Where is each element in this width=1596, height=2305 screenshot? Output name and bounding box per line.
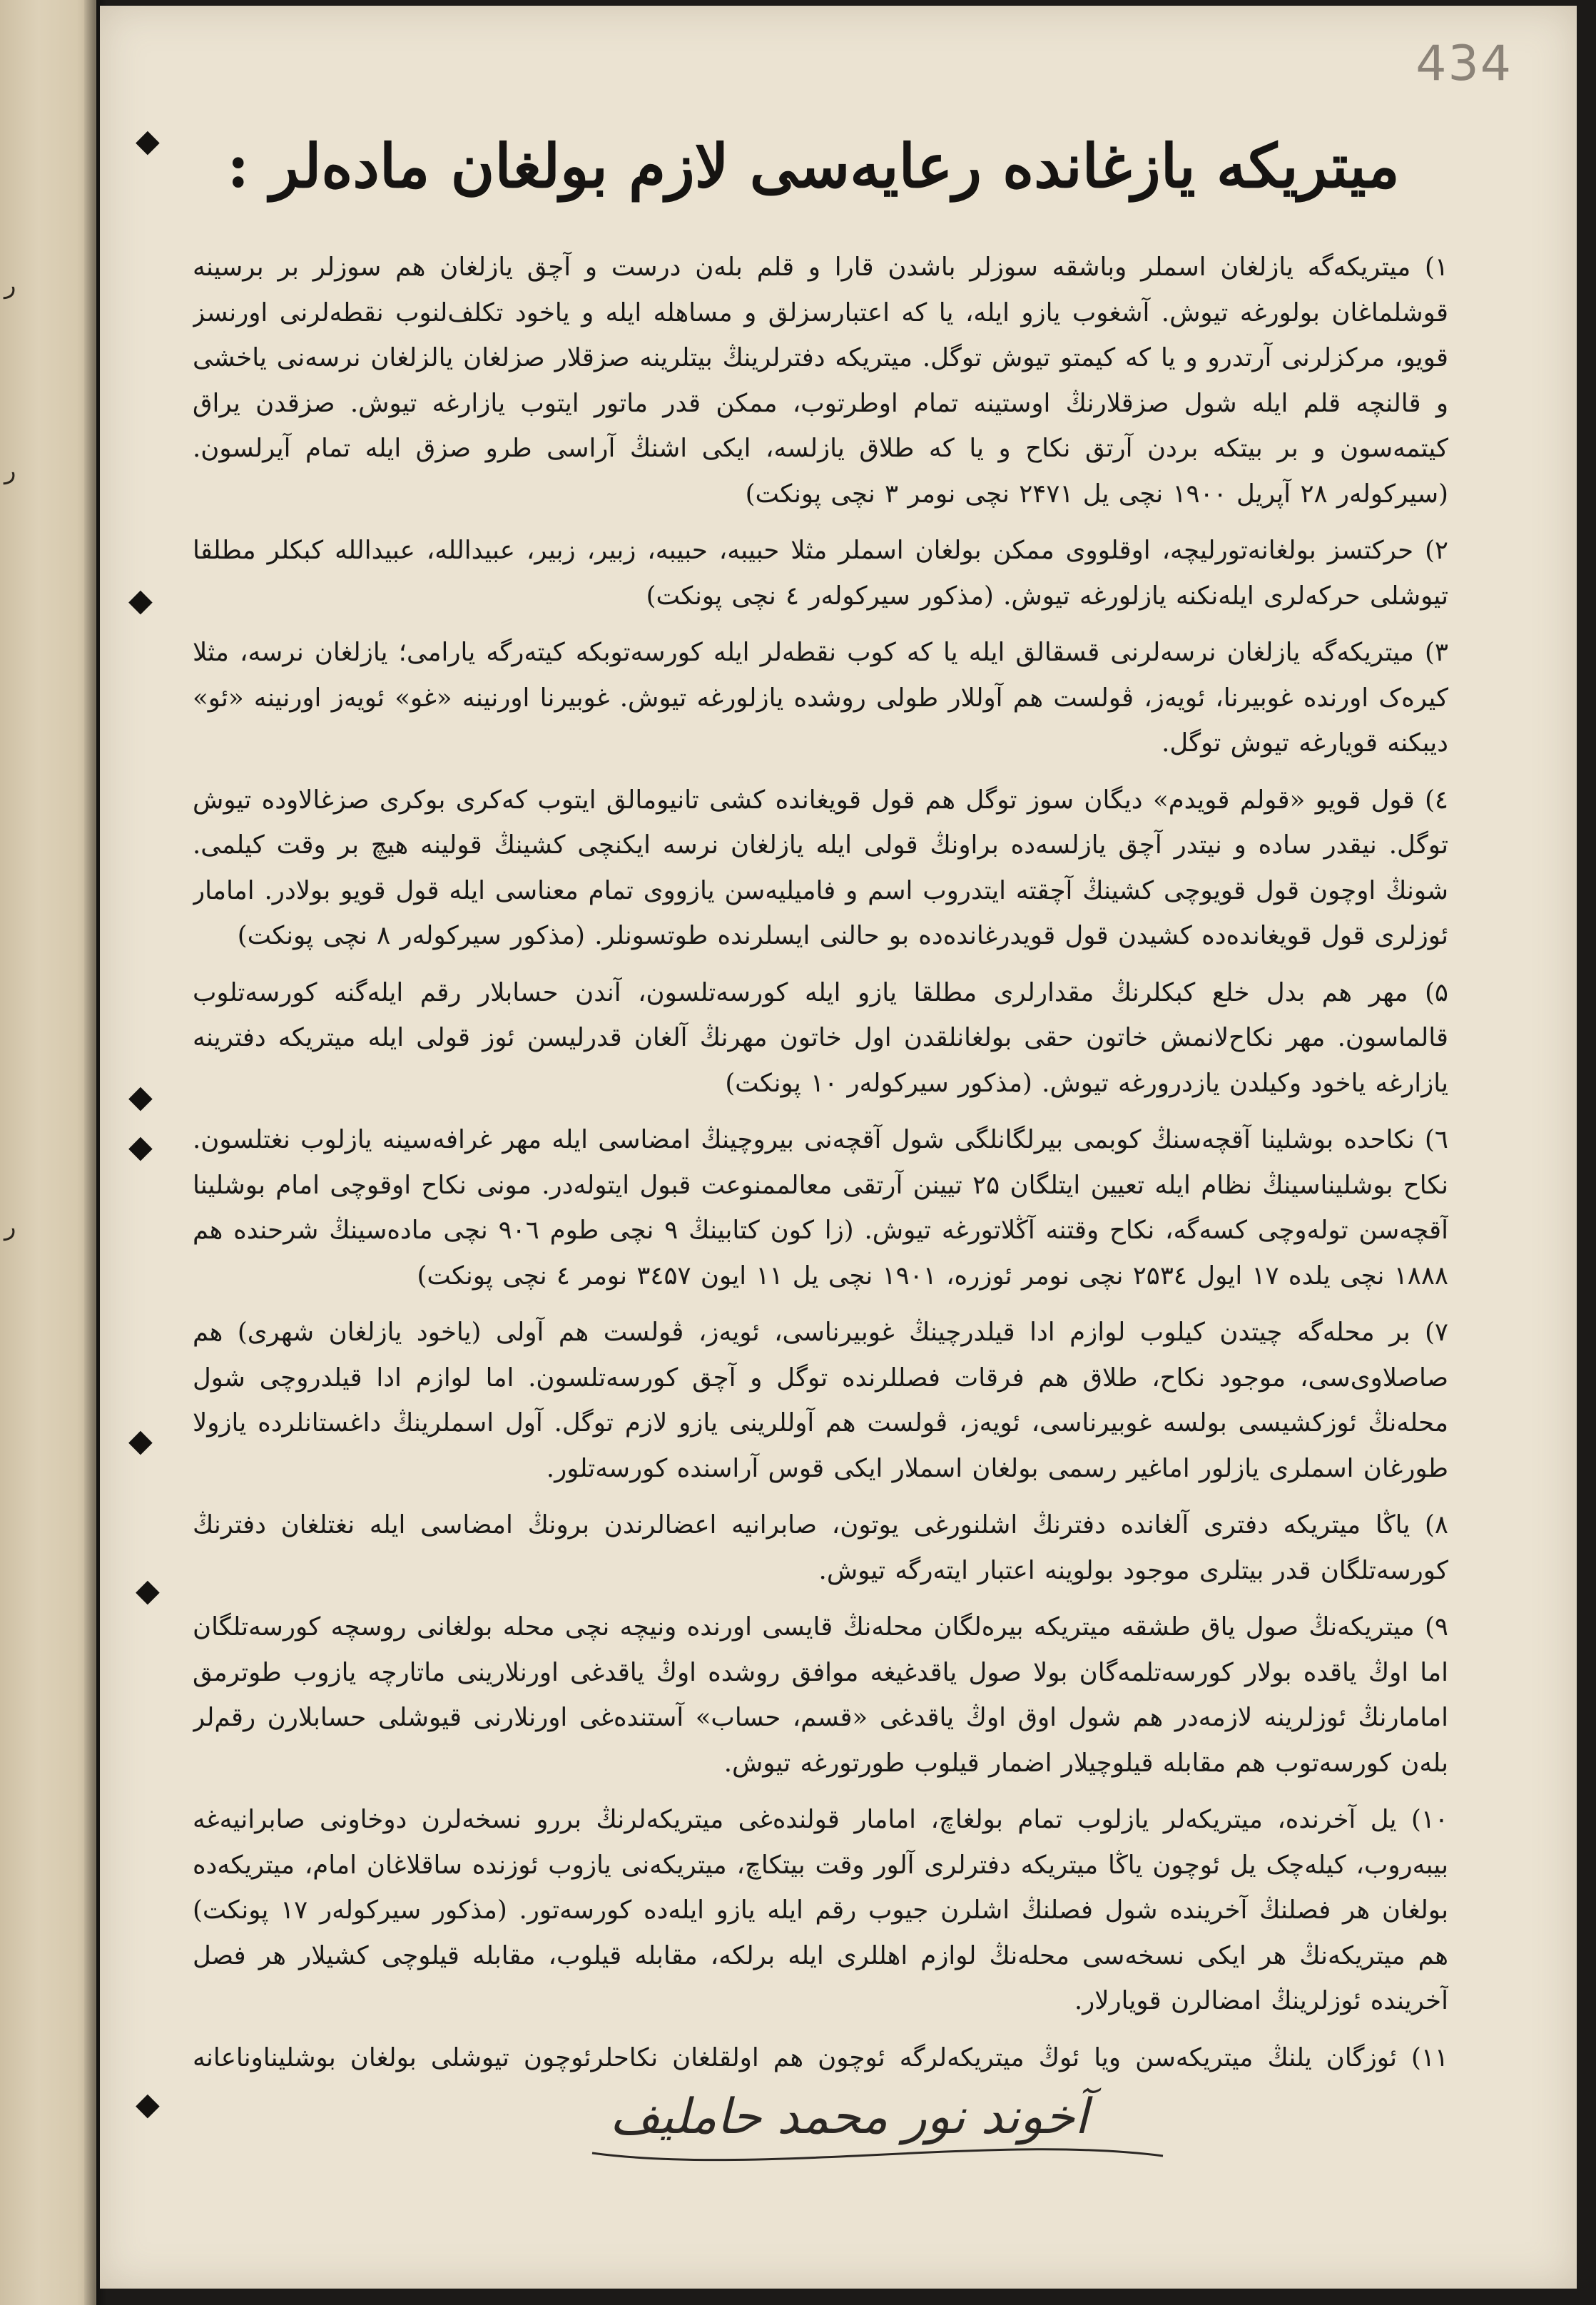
signature: آخوند نور محمد حاملیف [609,2089,1089,2145]
rule-item-5: ۵) مهر هم بدل خلع کبکلرنڭ مقدارلری مطلقا یازو ایله کورسه‌تلسون، آندن حسابلار رقم ایله‌گنه کورسه‌تلوب قالماسون. مهر نکاح‌لانمش خاتون حقی بولغانلقدن اول خاتون مهرنڭ آلغان قدرلیسن ئوز قولی ایله میتریکه دفترینه یازارغه یاخود وکیلدن یازدرورغه تیوش. (مذکور سیرکولەر ۱۰ پونکت) [193,977,1448,1098]
punch-hole-mark: ◆ [136,2086,160,2122]
document-page [100,6,1577,2289]
punch-hole-mark: ◆ [128,1423,153,1459]
rule-item-1: ۱) میتریکه‌گه یازلغان اسملر وباشقه سوزلر باشدن قارا و قلم بله‌ن درست و آچق یازلغان هم سوزلر بر برسینه قوشلماغان بولورغه تیوش. آشغوب یازو ایله، یا که اعتبارسزلق و مساهله ایله و یاخود تکلف‌لنوب نقطه‌لرنی اورنسز قویو، مرکزلرنی آرتدرو و یا که کیمتو تیوش توگل. میتریکه دفترلرینڭ بیتلرینه صزقلار صزلغان یالزلغان نرسه‌نی یاخشی و قالنچه قلم ایله شول صزقلارنڭ اوستینه تمام اوطرتوب، ممکن قدر ماتور ایتوب یازارغه تیوش. صزقدن یراق کیتمه‌سون و بر بیتکه بردن آرتق نکاح و یا که طلاق یازلسه، ایکی اشنڭ آراسی طرو صزق ایله تمام آیرلسون. (سیرکولەر ۲۸ آپریل ۱۹۰۰ نچی یل ۲۴۷۱ نچی نومر ۳ نچی پونکت) [193,253,1448,509]
rule-item-8: ۸) یاڭا میتریکه دفتری آلغانده دفترنڭ اشلنورغی یوتون، صابرانیه اعضالرندن برونڭ امضاسی ایله نغتلغان دفترنڭ کورسه‌تلگان قدر بیتلری موجود بولوینه اعتبار ایته‌رگه تیوش. [193,1510,1448,1585]
rule-item-6: ٦) نکاحده بوشلینا آقچه‌سنڭ کوبمی بیرلگانلگی شول آقچه‌نی بیروچینڭ امضاسی ایله مهر غرافه‌سینه یازلوب نغتلسون. نکاح بوشلیناسینڭ نظام ایله تعیین ایتلگان ۲۵ تیینن آرتقی معالممنوعت قبول ایتوله‌در. مونی نکاح اوقوچی امام بوشلینا آقچه‌سن تولەوچی کسەگه، نکاح وقتنه آڭلاتورغه تیوش. (زا کون کتابینڭ ۹ نچی طوم ۹۰٦ نچی ماده‌سینڭ شرحنده هم ۱۸۸۸ نچی یلده ۱۷ ایول ۲۵۳٤ نچی نومر ئوزره، ۱۹۰۱ نچی یل ۱۱ ایون ۳٤۵۷ نومر ٤ نچی پونکت) [193,1125,1448,1291]
punch-hole-mark: ◆ [128,1079,153,1115]
rule-item-4: ٤) قول قویو «قولم قویدم» دیگان سوز توگل هم قول قویغانده کشی تانیومالق ایتوب کەکری بوکری صزغالاوده تیوش توگل. نیقدر ساده و نیتدر آچق یازلسه‌ده براونڭ قولی ایله یازلغان نرسه ایکنچی کشینڭ قولینه هیچ بر وقت کیلمی. شونڭ اوچون قول قویوچی کشینڭ آچقته ایتدروب اسم و فامیلیه‌سن یازووی تمام معناسی ایله قول قویو بولادر. امامار ئوزلری قول قویغانده‌ده کشیدن قول قویدرغانده‌ده بو حالنی ایسلرنده طوتسونلر. (مذکور سیرکولەر ۸ نچی پونکت) [193,785,1448,950]
edge-mark: ر [4,1213,16,1241]
punch-hole-mark: ◆ [128,582,153,619]
document-title: میتریکه یازغانده رعایه‌سی لازم بولغان ماده‌لر : [227,131,1400,201]
edge-mark: ر [4,457,16,485]
document-body [193,245,1448,2078]
signature-flourish [585,2132,1170,2167]
punch-hole-mark: ◆ [136,1572,160,1609]
rule-item-10: ۱۰) یل آخرنده، میتریکه‌لر یازلوب تمام بولغاچ، امامار قولنده‌غی میتریکه‌لرنڭ بررو نسخه‌لرن دوخاونی صابرانیه‌غه بیبه‌روب، کیله‌چک یل ئوچون یاڭا میتریکه دفترلری آلور وقت بیتکاچ، میتریکه‌نی یازوب ئوزنده ساقلاغان امام، میتریکه‌ده بولغان هر فصلنڭ آخرینده شول فصلنڭ اشلرن جیوب رقم ایله یازو ایله‌ده کورسه‌تور. (مذکور سیرکولەر ۱۷ پونکت) هم میتریکه‌نڭ هر ایکی نسخه‌سی محلەنڭ لوازم اهللری ایله بر‌لکه، مقابله قیلوب، مقابله قیلوچی کشیلار هر فصل آخرینده ئوزلرینڭ امضالرن قویارلار. [193,1805,1448,2015]
previous-page-edge [0,0,96,2305]
page-number: 434 [1415,36,1513,92]
rule-item-9: ۹) میتریکه‌نڭ صول یاق طشقه میتریکه بیره‌لگان محلەنڭ قایسی اورنده ونیچه نچی محله بولغانی روسچه کورسه‌تلگان اما اوڭ یاقده بولار کورسه‌تلمه‌گان بولا صول یاقدغیغه موافق روشده اوڭ یاقدغی اورنلارینی ماتارچه یازوب طوترمق امامارنڭ ئوزلرینه لازمەدر هم شول اوق اوڭ یاقدغی «قسم، حساب» آستنده‌غی اورنلارنی قیوشلی حسابلارن رقم‌لر بله‌ن کورسه‌توب هم مقابله قیلوچیلار اضمار قیلوب طورتورغه تیوش. [193,1612,1448,1778]
edge-mark: ر [4,271,16,300]
punch-hole-mark: ◆ [136,123,160,159]
punch-hole-mark: ◆ [128,1129,153,1165]
rule-item-2: ۲) حرکتسز بولغانه‌تورلیچه، اوقلووی ممکن بولغان اسملر مثلا حبیبه، حبیبه، زبیر، زبیر، عبیدالله، عبیدالله کبکلر مطلقا تیوشلی حرکه‌لری ایله‌نکنه یازلورغه تیوش. (مذکور سیرکولەر ٤ نچی پونکت) [193,536,1448,611]
rule-item-11: ۱۱) ئوزگان یلنڭ میتریکه‌سن ویا ئوڭ میتریکه‌لرگه ئوچون هم اولقلغان نکاحلرئوچون تیوشلی بولغان بوشلیناوناعانه [193,2042,1448,2072]
rule-item-7: ۷) بر محله‌گه چیتدن کیلوب لوازم ادا قیلدرچینڭ غوبیرناسی، ئویەز، ڤولست هم آولی (یاخود یازلغان شهری) هم صاصلاوی‌سی، موجود نکاح، طلاق هم فرقات فصللرنده توگل و آچق کورسه‌تلسون. اما لوازم ادا قیلدروچی شول محلەنڭ ئوزکشیسی بولسه غوبیرناسی، ئویەز، ڤولست هم آوللرینی یازو لازم توگل. آول اسملرینڭ داغستانلرده یازولا طورغان اسملری یازلور اماغیر رسمی بولغان اسملار ایکی قوس آراسنده کورسه‌تلور. [193,1318,1448,1483]
rule-item-3: ۳) میتریکه‌گه یازلغان نرسه‌لرنی قسقالق ایله یا که کوب نقطه‌لر ایله کورسه‌توبکه کیته‌رگه یارامی؛ یازلغان نرسه، مثلا کیرەک اورنده غوبیرنا، ئویەز، ڤولست هم آوللار طولی روشده یازلورغه تیوش. غوبیرنا اورنینه «غو» ئویەز اورنینه «ئو» دیبکنه قویارغه تیوش توگل. [193,638,1448,758]
